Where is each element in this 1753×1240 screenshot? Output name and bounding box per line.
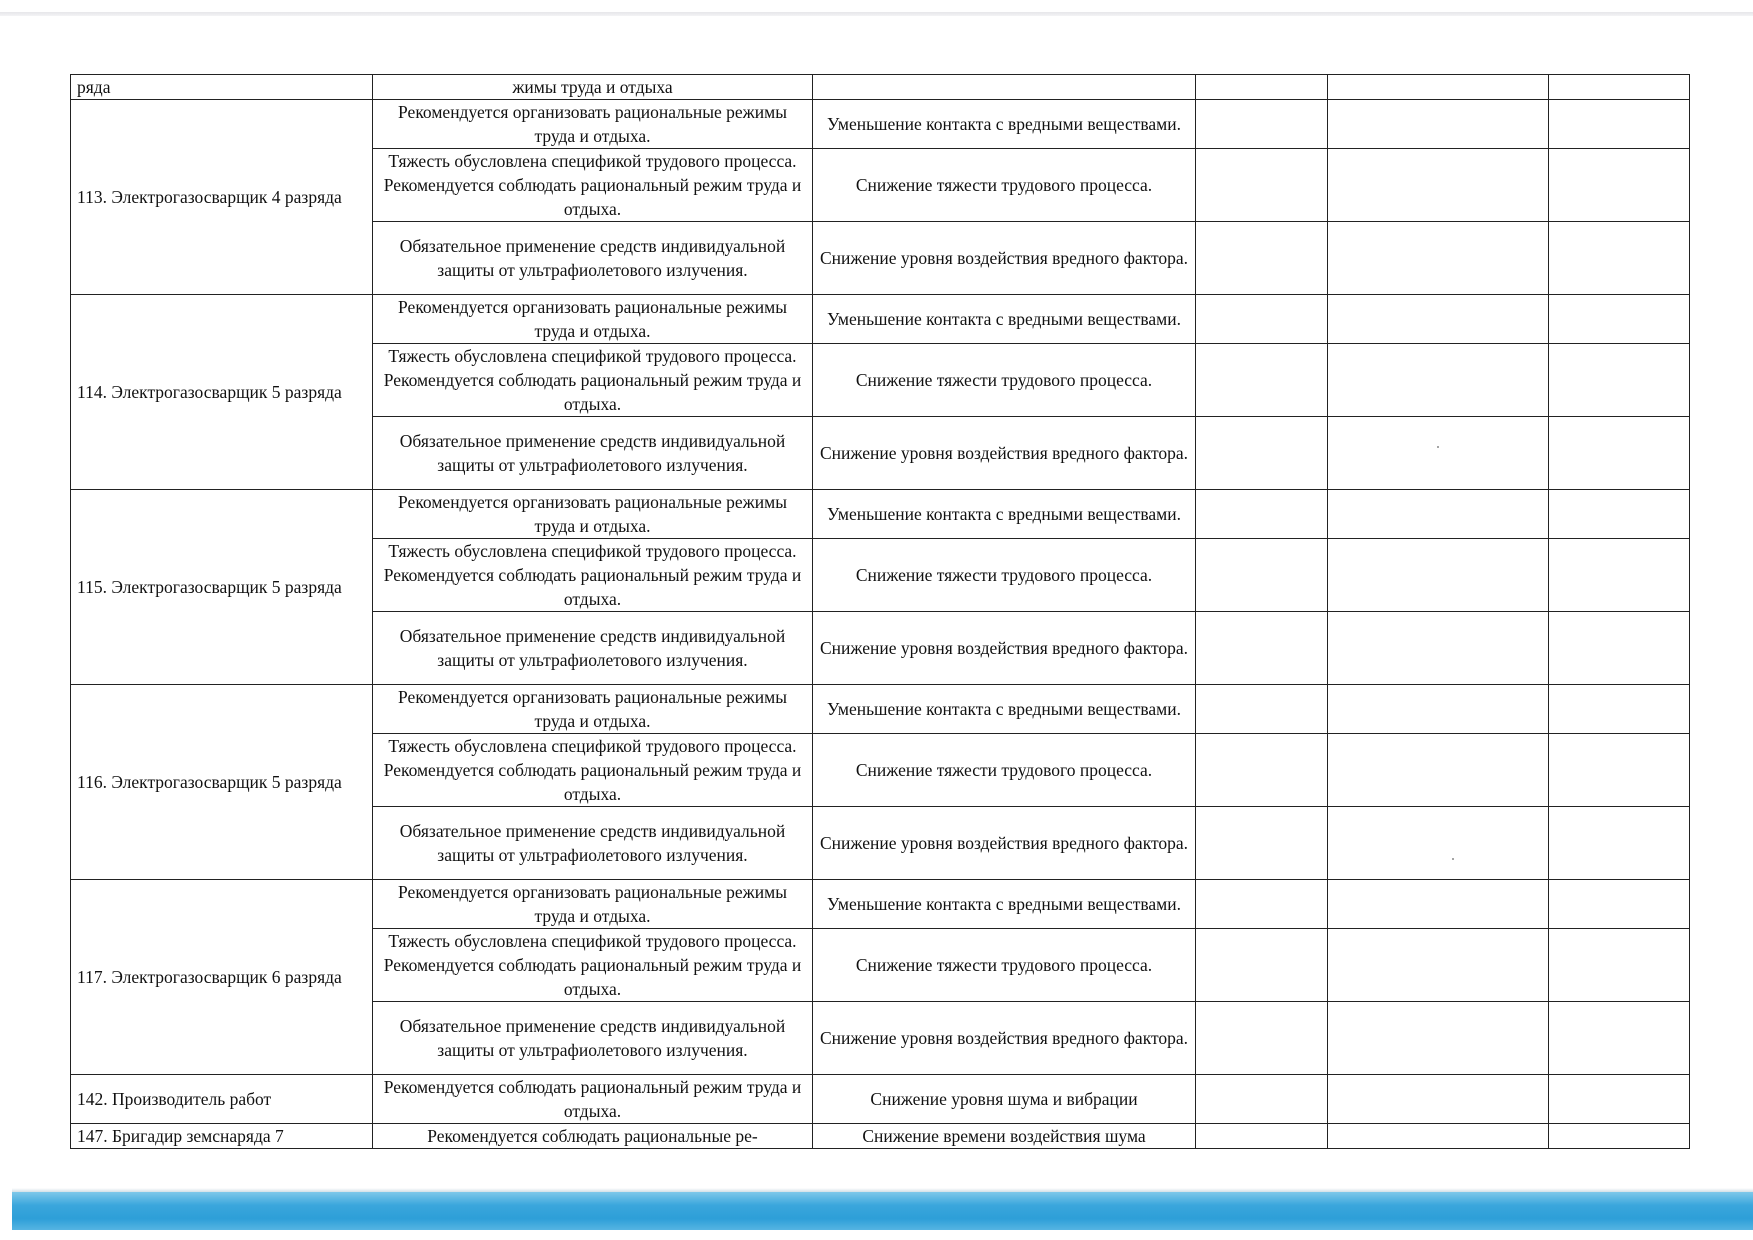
measure-cell: Рекомендуется организовать рациональные режимы труда и отдыха. <box>373 295 813 344</box>
measure-cell: Тяжесть обусловлена спецификой трудового процесса. Рекомендуется соблюдать рациональный режим труда и отдыха. <box>373 734 813 807</box>
empty-cell <box>1196 344 1328 417</box>
empty-cell <box>1549 344 1690 417</box>
empty-cell <box>1328 75 1549 100</box>
scan-speck <box>1437 446 1439 448</box>
measure-cell: Обязательное применение средств индивидуальной защиты от ультрафиолетового излучения. <box>373 222 813 295</box>
empty-cell <box>1328 880 1549 929</box>
empty-cell <box>1196 807 1328 880</box>
empty-cell <box>1549 222 1690 295</box>
empty-cell <box>1196 295 1328 344</box>
empty-cell <box>1328 149 1549 222</box>
empty-cell <box>1549 1002 1690 1075</box>
empty-cell <box>1328 612 1549 685</box>
empty-cell <box>1196 539 1328 612</box>
table-row <box>71 1075 1690 1124</box>
empty-cell <box>1196 490 1328 539</box>
measure-cell: Рекомендуется организовать рациональные режимы труда и отдыха. <box>373 880 813 929</box>
goal-cell: Снижение тяжести трудового процесса. <box>813 539 1196 612</box>
empty-cell <box>1328 929 1549 1002</box>
empty-cell <box>1549 929 1690 1002</box>
table-row <box>71 100 1690 149</box>
empty-cell <box>1328 734 1549 807</box>
empty-cell <box>1549 734 1690 807</box>
measure-cell: Рекомендуется соблюдать рациональный режим труда и отдыха. <box>373 1075 813 1124</box>
empty-cell <box>1196 612 1328 685</box>
goal-cell: Уменьшение контакта с вредными веществами. <box>813 295 1196 344</box>
scan-top-edge <box>0 12 1753 16</box>
position-cell: ряда <box>71 75 373 100</box>
position-cell: 114. Электрогазосварщик 5 разряда <box>71 295 373 490</box>
table-row <box>71 880 1690 929</box>
empty-cell <box>1549 880 1690 929</box>
empty-cell <box>1549 295 1690 344</box>
goal-cell: Снижение тяжести трудового процесса. <box>813 929 1196 1002</box>
empty-cell <box>1549 100 1690 149</box>
empty-cell <box>1196 1075 1328 1124</box>
position-cell: 147. Бригадир земснаряда 7 <box>71 1124 373 1149</box>
empty-cell <box>1328 1124 1549 1149</box>
measures-table <box>70 74 1690 1149</box>
goal-cell: Снижение тяжести трудового процесса. <box>813 734 1196 807</box>
empty-cell <box>1328 490 1549 539</box>
measure-cell: Рекомендуется организовать рациональные режимы труда и отдыха. <box>373 685 813 734</box>
empty-cell <box>1196 1002 1328 1075</box>
measure-cell: Обязательное применение средств индивидуальной защиты от ультрафиолетового излучения. <box>373 417 813 490</box>
empty-cell <box>1328 295 1549 344</box>
measure-cell: Тяжесть обусловлена спецификой трудового процесса. Рекомендуется соблюдать рациональный режим труда и отдыха. <box>373 344 813 417</box>
goal-cell <box>813 75 1196 100</box>
empty-cell <box>1549 1124 1690 1149</box>
empty-cell <box>1328 1002 1549 1075</box>
position-cell: 142. Производитель работ <box>71 1075 373 1124</box>
goal-cell: Снижение уровня воздействия вредного фактора. <box>813 1002 1196 1075</box>
empty-cell <box>1196 734 1328 807</box>
measure-cell: Обязательное применение средств индивидуальной защиты от ультрафиолетового излучения. <box>373 807 813 880</box>
goal-cell: Снижение времени воздействия шума <box>813 1124 1196 1149</box>
measure-cell: Рекомендуется организовать рациональные режимы труда и отдыха. <box>373 490 813 539</box>
measure-cell: Обязательное применение средств индивидуальной защиты от ультрафиолетового излучения. <box>373 612 813 685</box>
goal-cell: Уменьшение контакта с вредными веществами. <box>813 685 1196 734</box>
measure-cell: Тяжесть обусловлена спецификой трудового процесса. Рекомендуется соблюдать рациональный режим труда и отдыха. <box>373 929 813 1002</box>
empty-cell <box>1196 880 1328 929</box>
empty-cell <box>1196 685 1328 734</box>
goal-cell: Уменьшение контакта с вредными веществами. <box>813 880 1196 929</box>
scan-speck <box>1452 858 1454 860</box>
measure-cell: Тяжесть обусловлена спецификой трудового процесса. Рекомендуется соблюдать рациональный режим труда и отдыха. <box>373 539 813 612</box>
empty-cell <box>1328 344 1549 417</box>
empty-cell <box>1549 75 1690 100</box>
empty-cell <box>1196 149 1328 222</box>
empty-cell <box>1549 417 1690 490</box>
empty-cell <box>1328 539 1549 612</box>
empty-cell <box>1196 417 1328 490</box>
empty-cell <box>1196 929 1328 1002</box>
goal-cell: Уменьшение контакта с вредными веществами. <box>813 100 1196 149</box>
scan-bottom-band <box>12 1192 1753 1230</box>
empty-cell <box>1328 100 1549 149</box>
goal-cell: Снижение уровня воздействия вредного фактора. <box>813 612 1196 685</box>
position-cell: 113. Электрогазосварщик 4 разряда <box>71 100 373 295</box>
table-row <box>71 1124 1690 1149</box>
empty-cell <box>1549 612 1690 685</box>
empty-cell <box>1549 685 1690 734</box>
position-cell: 116. Электрогазосварщик 5 разряда <box>71 685 373 880</box>
goal-cell: Снижение уровня шума и вибрации <box>813 1075 1196 1124</box>
position-cell: 115. Электрогазосварщик 5 разряда <box>71 490 373 685</box>
position-cell: 117. Электрогазосварщик 6 разряда <box>71 880 373 1075</box>
empty-cell <box>1328 417 1549 490</box>
measure-cell: жимы труда и отдыха <box>373 75 813 100</box>
empty-cell <box>1549 1075 1690 1124</box>
measure-cell: Рекомендуется соблюдать рациональные ре- <box>373 1124 813 1149</box>
measure-cell: Рекомендуется организовать рациональные режимы труда и отдыха. <box>373 100 813 149</box>
empty-cell <box>1196 75 1328 100</box>
table-row <box>71 75 1690 100</box>
empty-cell <box>1196 222 1328 295</box>
empty-cell <box>1328 807 1549 880</box>
goal-cell: Снижение уровня воздействия вредного фактора. <box>813 222 1196 295</box>
empty-cell <box>1196 100 1328 149</box>
empty-cell <box>1549 539 1690 612</box>
measure-cell: Обязательное применение средств индивидуальной защиты от ультрафиолетового излучения. <box>373 1002 813 1075</box>
goal-cell: Снижение тяжести трудового процесса. <box>813 344 1196 417</box>
goal-cell: Уменьшение контакта с вредными веществами. <box>813 490 1196 539</box>
empty-cell <box>1328 222 1549 295</box>
empty-cell <box>1549 490 1690 539</box>
empty-cell <box>1196 1124 1328 1149</box>
empty-cell <box>1549 149 1690 222</box>
empty-cell <box>1549 807 1690 880</box>
table-row <box>71 490 1690 539</box>
empty-cell <box>1328 1075 1549 1124</box>
measure-cell: Тяжесть обусловлена спецификой трудового процесса. Рекомендуется соблюдать рациональный режим труда и отдыха. <box>373 149 813 222</box>
table-body <box>71 75 1690 1149</box>
goal-cell: Снижение тяжести трудового процесса. <box>813 149 1196 222</box>
table-row <box>71 295 1690 344</box>
goal-cell: Снижение уровня воздействия вредного фактора. <box>813 807 1196 880</box>
empty-cell <box>1328 685 1549 734</box>
table-row <box>71 685 1690 734</box>
goal-cell: Снижение уровня воздействия вредного фактора. <box>813 417 1196 490</box>
